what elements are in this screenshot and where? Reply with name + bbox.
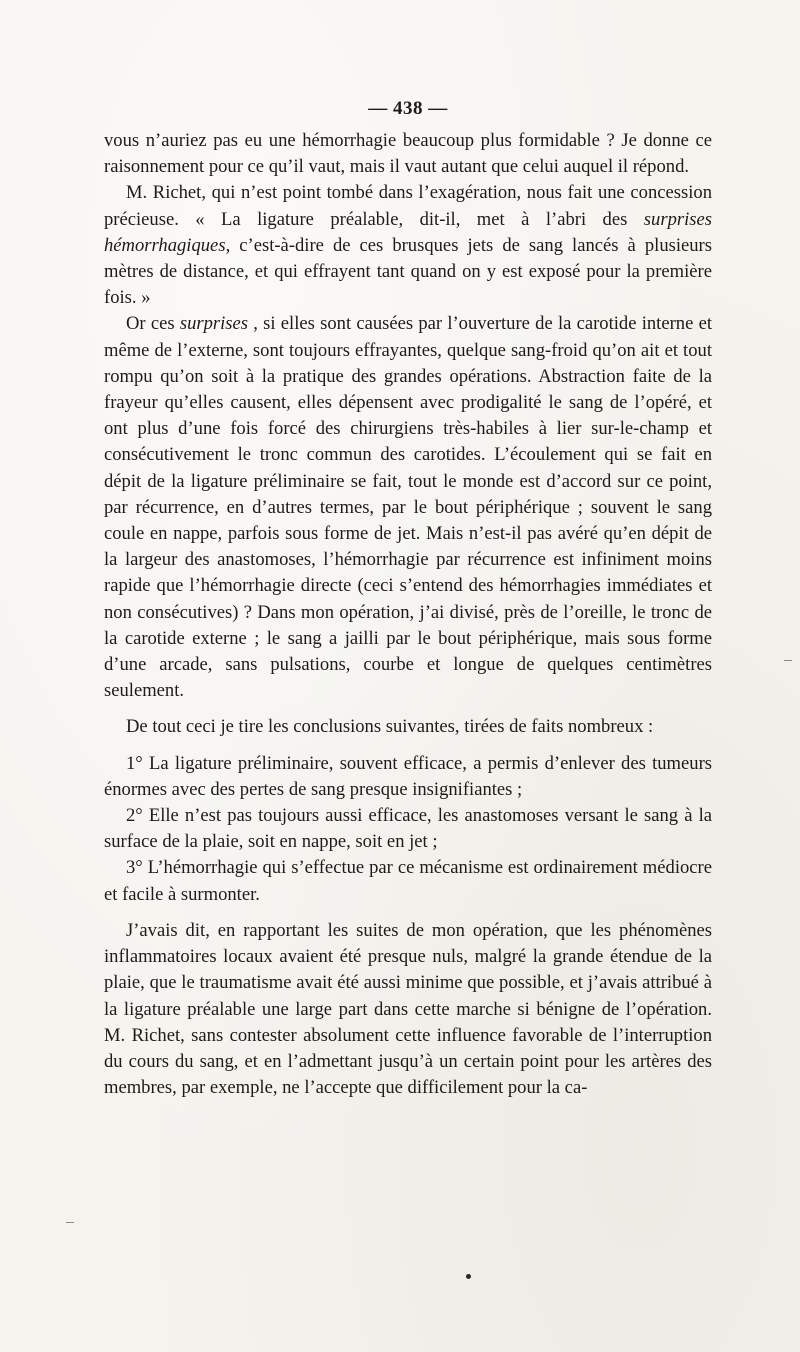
paragraph-1: vous n’auriez pas eu une hémorrhagie beaucoup plus formidable ? Je donne ce raisonnement pour ce qu’il vaut, mais il vaut autant que celui auquel il répond. — [104, 130, 712, 178]
paragraph-8: J’avais dit, en rapportant les suites de mon opération, que les phénomènes inflammatoires locaux avaient été presque nuls, malgré la grande étendue de la plaie, que le traumatisme avait été aussi minime que possible, et j’avais attribué à la ligature préalable une large part dans cette marche si bénigne de l’opération. M. Richet, sans contester absolument cette influence favorable de l’interruption du cours du sang, et en l’admettant jusqu’à un certain point pour les artères des membres, par exemple, ne l’accepte que difficilement pour la ca- — [104, 919, 712, 1099]
paragraph-3-before: Or ces — [126, 313, 180, 335]
body-text — [104, 128, 712, 1101]
paragraph-3 — [104, 311, 712, 704]
paragraph-2-before: M. Richet, qui n’est point tombé dans l’exagération, nous fait une concession précieuse. « La ligature préalable, dit-il, met à l’abri des — [104, 182, 712, 230]
paragraph-2-after: , c’est-à-dire de ces brusques jets de sang lancés à plusieurs mètres de distance, et qui effrayent tant quand on y est exposé pour la première fois. » — [104, 234, 712, 309]
paragraph-3-italic: surprises — [179, 313, 249, 335]
paragraph-2 — [104, 180, 712, 311]
conclusion-2: 2° Elle n’est pas toujours aussi efficace, les anastomoses versant le sang à la surface de la plaie, soit en nappe, soit en jet ; — [104, 805, 712, 853]
paragraph-3-after: , si elles sont causées par l’ouverture de la carotide interne et même de l’externe, sont toujours effrayantes, quelque sang-froid qu’on ait et tout rompu qu’on soit à la pratique des grandes opérations. Abstraction faite de la frayeur qu’elles causent, elles dépensent avec prodigalité le sang de l’opéré, et ont plus d’une fois forcé des chirurgiens très-habiles à lier sur-le-champ et consécutivement le tronc commun des carotides. L’écoulement qui se fait en dépit de la ligature préliminaire se fait, tout le monde est d’accord sur ce point, par récurrence, en d’autres termes, par le bout périphérique ; souvent le sang coule en nappe, parfois sous forme de jet. Mais n’est-il pas avéré qu’en dépit de la largeur des anastomoses, l’hémorrhagie par récurrence est infiniment moins rapide que l’hémorrhagie directe (ceci s’entend des hémorrhagies immédiates et non consécutives) ? Dans mon opération, j’ai divisé, près de l’oreille, le tronc de la carotide externe ; le sang a jailli par le bout périphérique, mais sous forme d’une arcade, sans pulsations, courbe et longue de quelques centimètres seulement. — [104, 313, 712, 702]
paragraph-2-italic: surprises hémorrhagiques — [104, 208, 712, 256]
margin-mark — [66, 1222, 74, 1223]
margin-mark — [784, 660, 792, 661]
paragraph-4: De tout ceci je tire les conclusions suivantes, tirées de faits nombreux : — [126, 716, 654, 738]
ink-speck — [466, 1274, 471, 1279]
conclusion-1: 1° La ligature préliminaire, souvent efficace, a permis d’enlever des tumeurs énormes avec des pertes de sang presque insignifiantes ; — [104, 752, 712, 800]
page-number: — 438 — — [368, 98, 448, 119]
conclusion-3: 3° L’hémorrhagie qui s’effectue par ce mécanisme est ordinairement médiocre et facile à surmonter. — [104, 857, 712, 905]
